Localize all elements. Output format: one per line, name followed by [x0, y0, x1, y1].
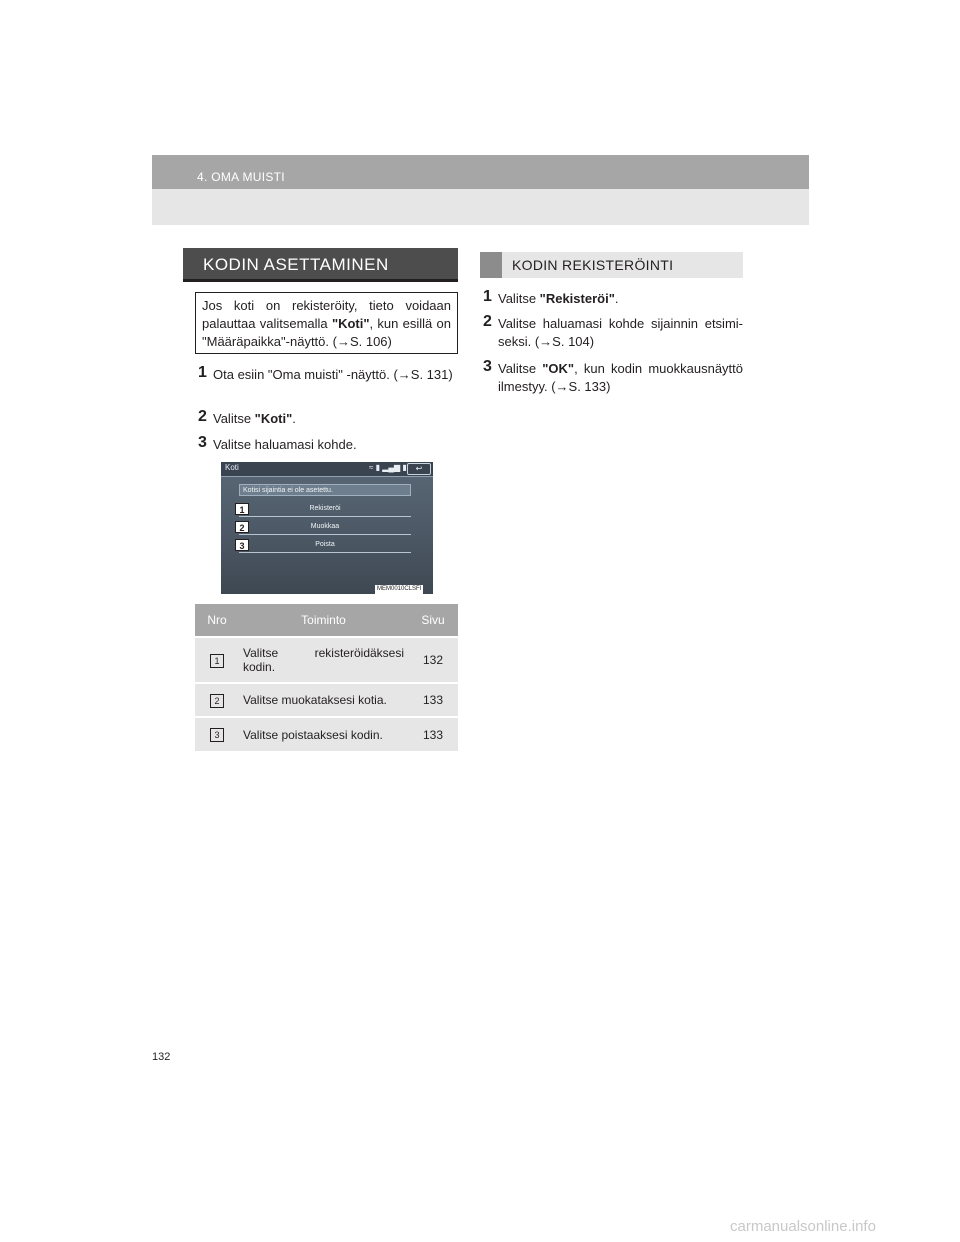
step-text-end: , kun kodin muokkausnäyttö ilmestyy. (→S. 133): [498, 361, 743, 394]
callout-3: 3: [235, 539, 249, 551]
row-number-box: 3: [210, 728, 224, 742]
step-number: 3: [198, 434, 207, 451]
step-number: 1: [483, 288, 492, 305]
screen-title-bar: [221, 462, 433, 477]
right-step-2: [483, 313, 743, 351]
col-header-page: Sivu: [408, 604, 458, 637]
col-header-action: Toiminto: [239, 604, 408, 637]
row-action: Valitse rekisteröidäksesi kodin.: [239, 637, 408, 683]
screen-illustration: [221, 462, 433, 594]
step-text: Valitse haluamasi kohde.: [213, 437, 357, 452]
image-code: MEM0010CLSFI: [377, 586, 422, 592]
right-step-3: [483, 358, 743, 396]
step-number: 1: [198, 364, 207, 381]
step-text: Valitse: [498, 291, 540, 306]
reference-table: [195, 604, 458, 751]
header-subband: [152, 189, 809, 225]
row-page: 133: [408, 683, 458, 717]
note-text: Jos koti on rekisteröity, tieto voidaan palauttaa valitsemalla: [202, 298, 451, 331]
callout-2: 2: [235, 521, 249, 533]
screen-delete-button: Poista: [239, 538, 411, 553]
note-text-end: , kun esillä on "Määräpaikka"-näyttö. (→S. 106): [202, 316, 451, 349]
row-page: 132: [408, 637, 458, 683]
note-bold: "Koti": [331, 316, 370, 331]
table-row: [195, 637, 458, 683]
section-header: 4. OMA MUISTI: [197, 170, 285, 184]
title-marker: [480, 252, 502, 278]
step-text: Ota esiin "Oma muisti" -näyttö. (→S. 131): [213, 367, 453, 382]
step-text-end: .: [292, 411, 296, 426]
row-page: 133: [408, 717, 458, 751]
left-step-2: [198, 408, 458, 428]
status-icons: ≈ ▮ ▂▄▆ ▮: [369, 463, 407, 472]
screen-edit-button: Muokkaa: [239, 520, 411, 535]
screen-title: Koti: [225, 463, 239, 472]
info-note-box: [195, 292, 458, 354]
col-header-nro: Nro: [195, 604, 239, 637]
table-header-row: [195, 604, 458, 637]
section-title-text: KODIN ASETTAMINEN: [203, 255, 389, 274]
step-number: 3: [483, 358, 492, 375]
step-text: Valitse haluamasi kohde sijainnin etsimi-seksi. (→S. 104): [498, 316, 743, 349]
step-bold: "Koti": [254, 411, 293, 426]
step-text-end: .: [614, 291, 619, 306]
left-step-1: [198, 364, 458, 384]
row-action: Valitse muokataksesi kotia.: [239, 683, 408, 717]
row-action: Valitse poistaaksesi kodin.: [239, 717, 408, 751]
right-step-1: [483, 288, 743, 308]
row-number-box: 1: [210, 654, 224, 668]
section-title-text: KODIN REKISTERÖINTI: [512, 257, 674, 273]
step-text: Valitse: [498, 361, 543, 376]
page-number: 132: [152, 1051, 171, 1063]
table-row: [195, 683, 458, 717]
screen-register-button: Rekisteröi: [239, 502, 411, 517]
screen-info-message: Kotisi sijaintia ei ole asetettu.: [239, 484, 411, 496]
step-text: Valitse: [213, 411, 255, 426]
row-number-box: 2: [210, 694, 224, 708]
callout-1: 1: [235, 503, 249, 515]
watermark: carmanualsonline.info: [730, 1218, 876, 1235]
step-bold: "OK": [542, 361, 575, 376]
section-title-set-home: [183, 248, 458, 282]
step-number: 2: [198, 408, 207, 425]
section-title-register-home: [480, 252, 743, 278]
back-icon: ↩: [407, 463, 431, 475]
table-row: [195, 717, 458, 751]
left-step-3: [198, 434, 458, 454]
step-number: 2: [483, 313, 492, 330]
step-bold: "Rekisteröi": [539, 291, 615, 306]
